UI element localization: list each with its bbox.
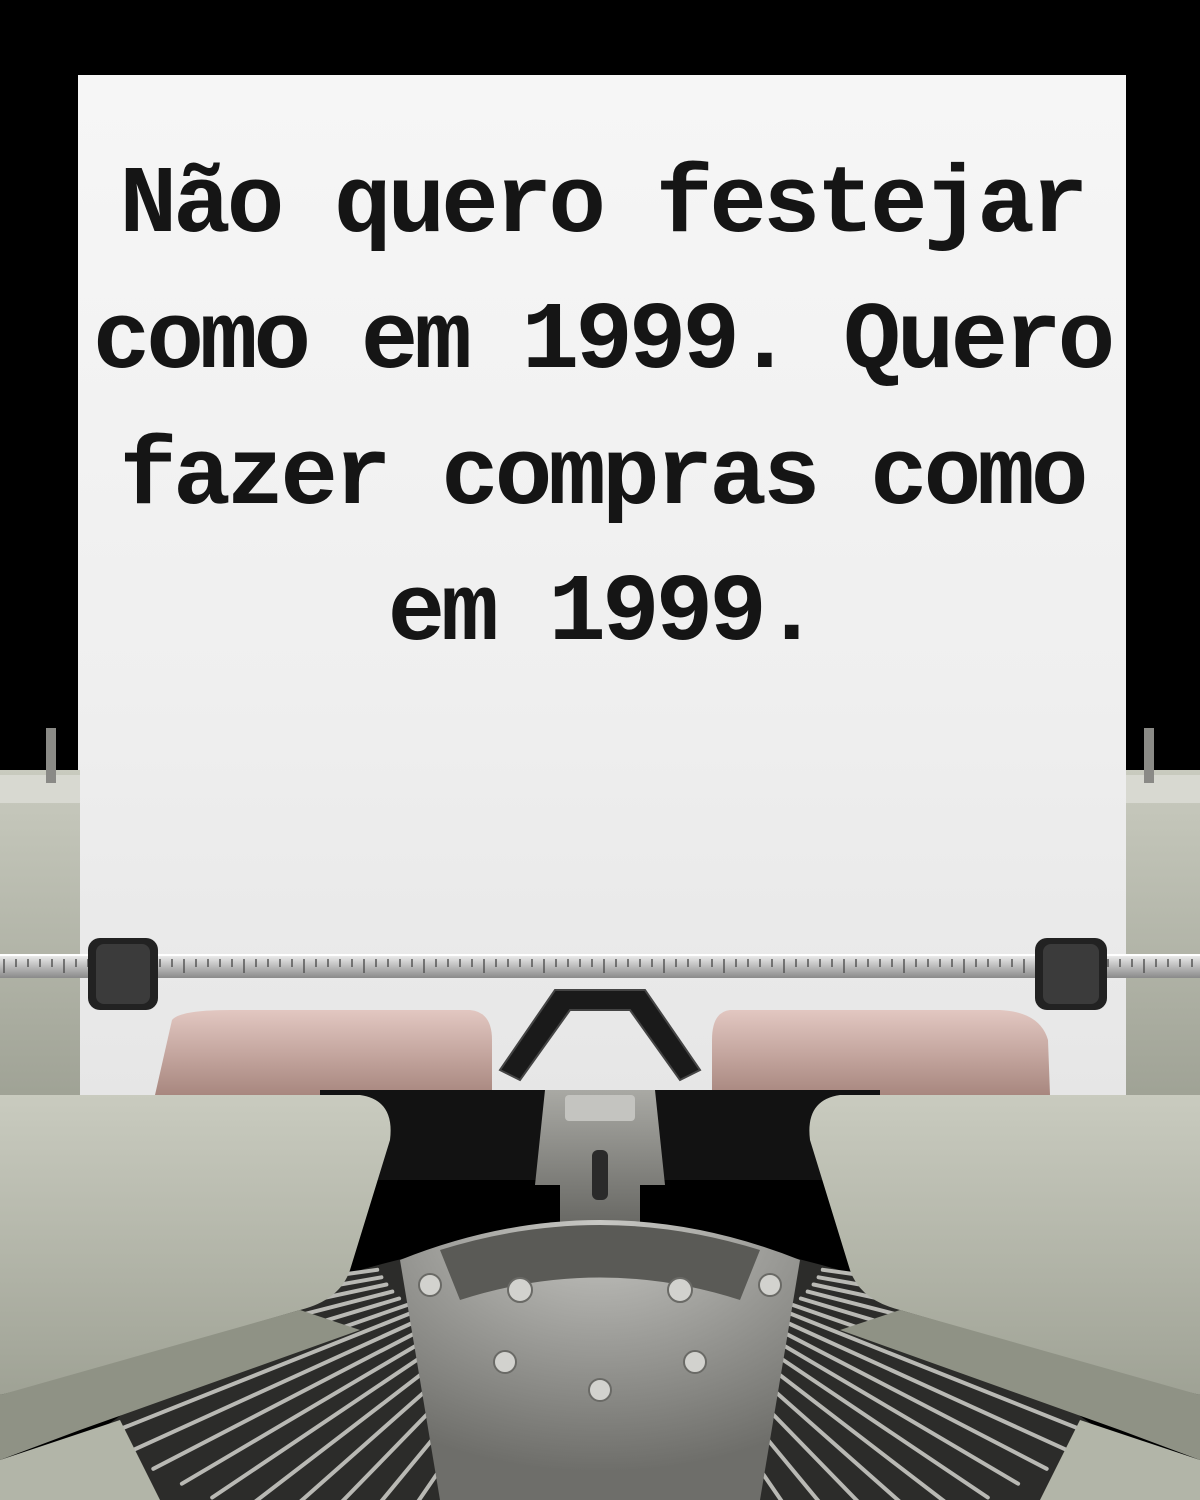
screw <box>419 1274 441 1296</box>
quote-text: Não quero festejar como em 1999. Quero fazer compras como em 1999. <box>92 151 1112 668</box>
screw <box>589 1379 611 1401</box>
screw <box>668 1278 692 1302</box>
right-frame <box>1126 770 1200 1100</box>
screw <box>684 1351 706 1373</box>
left-paper-guide <box>155 1010 492 1095</box>
right-paper-guide <box>712 1010 1050 1095</box>
paper-scale-bar <box>0 954 1200 978</box>
screw <box>508 1278 532 1302</box>
left-frame <box>0 770 80 1100</box>
screw <box>494 1351 516 1373</box>
type-guide-frame <box>500 990 700 1080</box>
screw <box>759 1274 781 1296</box>
